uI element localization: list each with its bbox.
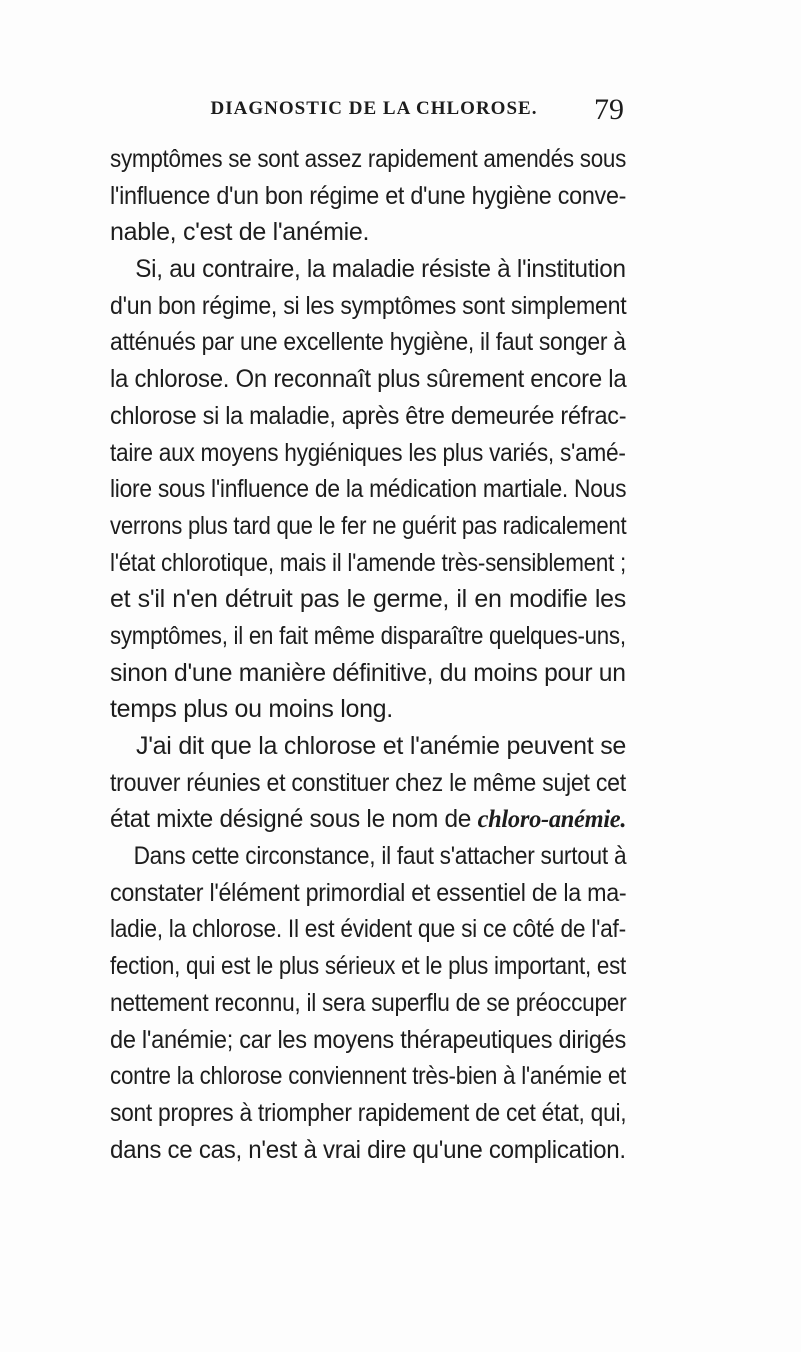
text-line: trouver réunies et constituer chez le même sujet cet bbox=[110, 768, 626, 797]
text-line: état mixte désigné sous le nom de bbox=[110, 805, 472, 834]
italic-term: chloro-anémie. bbox=[477, 806, 627, 834]
text-line: Si, au contraire, la maladie résiste à l'institution bbox=[135, 255, 626, 284]
text-line: l'influence d'un bon régime et d'une hygiène conve- bbox=[110, 181, 627, 210]
text-line: sinon d'une manière définitive, du moins pour un bbox=[110, 658, 626, 687]
text-line: taire aux moyens hygiéniques les plus variés, s'amé- bbox=[110, 438, 626, 467]
text-line: la chlorose. On reconnaît plus sûrement encore la bbox=[110, 365, 627, 394]
text-line: de l'anémie; car les moyens thérapeutiques dirigés bbox=[110, 1025, 627, 1054]
text-line: atténués par une excellente hygiène, il faut songer à bbox=[110, 328, 626, 357]
running-head: DIAGNOSTIC DE LA CHLOROSE. bbox=[210, 98, 538, 119]
text-line: nettement reconnu, il sera superflu de se préoccuper bbox=[110, 988, 627, 1017]
text-line: l'état chlorotique, mais il l'amende très-sensiblement ; bbox=[110, 548, 626, 577]
text-line: fection, qui est le plus sérieux et le plus important, est bbox=[110, 952, 626, 981]
text-line: d'un bon régime, si les symptômes sont simplement bbox=[110, 291, 627, 320]
text-line: symptômes, il en fait même disparaître quelques-uns, bbox=[110, 621, 626, 650]
text-line: constater l'élément primordial et essentiel de la ma- bbox=[110, 878, 627, 907]
text-line: dans ce cas, n'est à vrai dire qu'une complication. bbox=[110, 1135, 626, 1164]
text-line: liore sous l'influence de la médication martiale. Nous bbox=[110, 475, 627, 504]
text-line: contre la chlorose conviennent très-bien à l'anémie et bbox=[110, 1062, 627, 1091]
text-line: sont propres à triompher rapidement de cet état, qui, bbox=[110, 1098, 627, 1127]
text-line: nable, c'est de l'anémie. bbox=[110, 218, 370, 247]
body-text bbox=[110, 141, 626, 1168]
text-line: Dans cette circonstance, il faut s'attacher surtout à bbox=[133, 842, 627, 871]
text-line: et s'il n'en détruit pas le germe, il en modifie les bbox=[110, 585, 626, 614]
page-number: 79 bbox=[594, 93, 624, 126]
text-line: J'ai dit que la chlorose et l'anémie peuvent se bbox=[136, 732, 626, 760]
text-line: symptômes se sont assez rapidement amendés sous bbox=[110, 145, 627, 173]
text-line: ladie, la chlorose. Il est évident que si ce côté de l'af- bbox=[110, 915, 626, 944]
text-line-with-term bbox=[110, 801, 627, 838]
text-line: chlorose si la maladie, après être demeurée réfrac- bbox=[110, 401, 627, 430]
text-line: verrons plus tard que le fer ne guérit pas radicalement bbox=[110, 511, 627, 540]
text-line: temps plus ou moins long. bbox=[110, 695, 393, 724]
page-header bbox=[0, 92, 801, 136]
